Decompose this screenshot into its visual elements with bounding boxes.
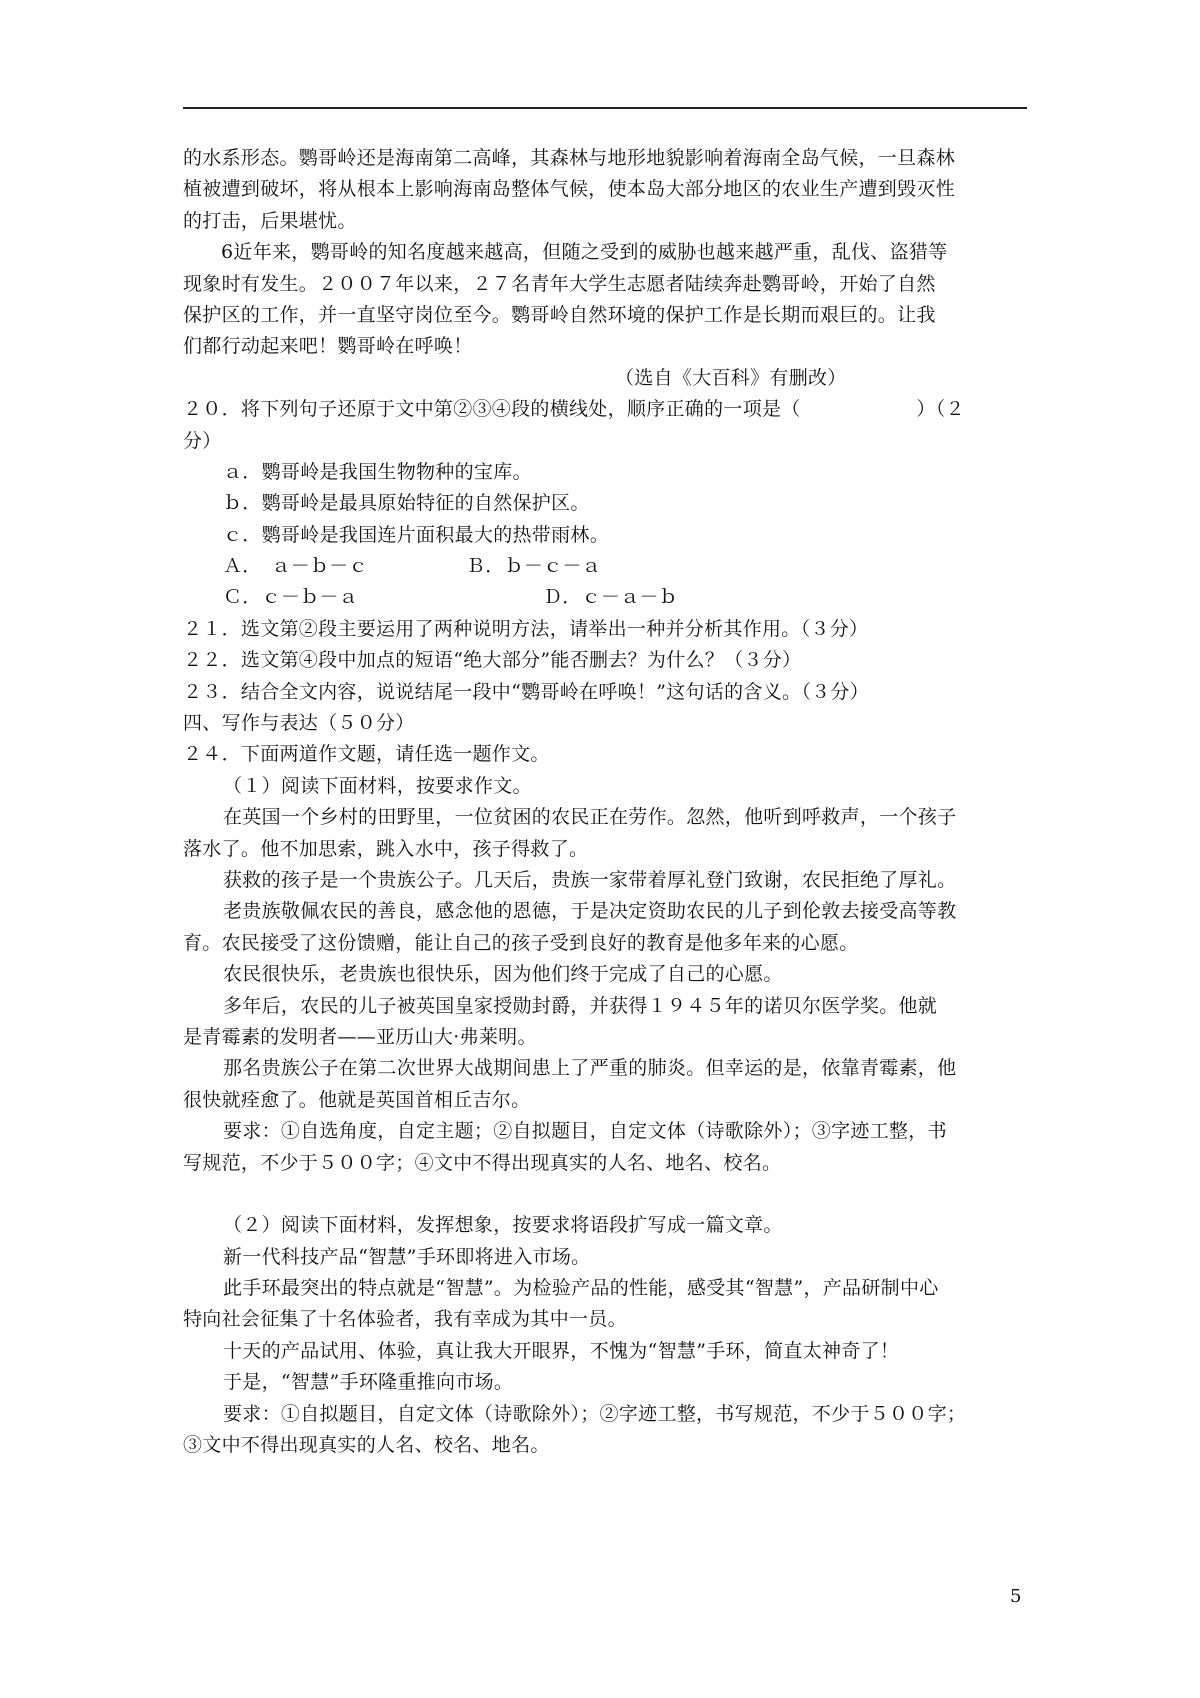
material-line: 此手环最突出的特点就是“智慧”。为检验产品的性能，感受其“智慧”，产品研制中心 — [223, 1277, 939, 1300]
paragraph-line: 保护区的工作，并一直坚守岗位至今。鹦哥岭自然环境的保护工作是长期而艰巨的。让我 — [183, 303, 936, 326]
page-number: 5 — [1010, 1586, 1022, 1607]
material-line: 获救的孩子是一个贵族公子。几天后，贵族一家带着厚礼登门致谢，农民拒绝了厚礼。 — [223, 868, 957, 891]
options-row-1 — [183, 551, 1033, 582]
question-20: ２０．将下列句子还原于文中第②③④段的横线处，顺序正确的一项是（ ）（２ — [183, 398, 965, 421]
paragraph-line: 植被遭到破坏，将从根本上影响海南岛整体气候，使本岛大部分地区的农业生产遭到毁灭性 — [183, 178, 956, 201]
material-line: 农民很快乐，老贵族也很快乐，因为他们终于完成了自己的心愿。 — [223, 963, 783, 986]
header-rule — [183, 107, 1027, 109]
prompt-2-heading: （２）阅读下面材料，发挥想象，按要求将语段扩写成一篇文章。 — [223, 1214, 783, 1237]
spacer — [183, 1179, 1033, 1210]
paragraph-line: 6近年来，鹦哥岭的知名度越来越高，但随之受到的威胁也越来越严重，乱伐、盗猎等 — [221, 241, 948, 264]
requirement-line: ③文中不得出现真实的人名、校名、地名。 — [183, 1434, 550, 1457]
requirement-line: 要求：①自选角度，自定主题；②自拟题目，自定文体（诗歌除外）；③字迹工整，书 — [223, 1120, 947, 1143]
material-line: 老贵族敬佩农民的善良，感念他的恩德，于是决定资助农民的儿子到伦敦去接受高等教 — [223, 900, 957, 923]
sentence-c: ｃ．鹦哥岭是我国连片面积最大的热带雨林。 — [223, 523, 610, 546]
material-line: 那名贵族公子在第二次世界大战期间患上了严重的肺炎。但幸运的是，依靠青霉素，他 — [223, 1057, 957, 1080]
option-a: Ａ． ａ－ｂ－ｃ — [223, 555, 368, 578]
material-line: 于是，“智慧”手环隆重推向市场。 — [223, 1371, 514, 1394]
material-line: 落水了。他不加思索，跳入水中，孩子得救了。 — [183, 837, 589, 860]
paragraph-line: 的水系形态。鹦哥岭还是海南第二高峰，其森林与地形地貌影响着海南全岛气候，一旦森林 — [183, 147, 956, 169]
options-row-2 — [183, 582, 1033, 613]
material-line: 新一代科技产品“智慧”手环即将进入市场。 — [223, 1245, 591, 1268]
material-line: 特向社会征集了十名体验者，我有幸成为其中一员。 — [183, 1308, 627, 1331]
document-body — [183, 143, 1033, 1461]
material-line: 多年后，农民的儿子被英国皇家授勋封爵，并获得１９４５年的诺贝尔医学奖。他就 — [223, 994, 938, 1017]
material-line: 十天的产品试用、体验，真让我大开眼界，不愧为“智慧”手环，简直太神奇了！ — [223, 1339, 900, 1362]
paragraph-line: 们都行动起来吧！鹦哥岭在呼唤！ — [183, 335, 473, 358]
sentence-a: ａ．鹦哥岭是我国生物物种的宝库。 — [223, 460, 532, 483]
sentence-b: ｂ．鹦哥岭是最具原始特征的自然保护区。 — [223, 492, 590, 515]
requirement-line: 要求：①自拟题目，自定文体（诗歌除外）；②字迹工整，书写规范，不少于５００字； — [223, 1402, 967, 1425]
question-24: ２４．下面两道作文题，请任选一题作文。 — [183, 743, 550, 766]
option-c: Ｃ．ｃ－ｂ－ａ — [223, 586, 359, 609]
material-line: 育。农民接受了这份馈赠，能让自己的孩子受到良好的教育是他多年来的心愿。 — [183, 931, 859, 954]
question-22: ２２．选文第④段中加点的短语“绝大部分”能否删去？为什么？（３分） — [183, 649, 802, 672]
question-23: ２３．结合全文内容，说说结尾一段中“鹦哥岭在呼唤！”这句话的含义。（３分） — [183, 680, 870, 703]
question-21: ２１．选文第②段主要运用了两种说明方法，请举出一种并分析其作用。（３分） — [183, 617, 869, 640]
paragraph-line: 的打击，后果堪忧。 — [183, 209, 357, 232]
source-citation: （选自《大百科》有删改） — [615, 366, 847, 389]
prompt-1-heading: （１）阅读下面材料，按要求作文。 — [223, 774, 532, 797]
paragraph-line: 现象时有发生。２００７年以来，２７名青年大学生志愿者陆续奔赴鹦哥岭，开始了自然 — [183, 272, 936, 295]
option-d: Ｄ．ｃ－ａ－ｂ — [543, 586, 679, 609]
material-line: 很快就痊愈了。他就是英国首相丘吉尔。 — [183, 1088, 531, 1111]
question-20-score: 分） — [183, 429, 222, 452]
material-line: 在英国一个乡村的田野里，一位贫困的农民正在劳作。忽然，他听到呼救声，一个孩子 — [223, 806, 957, 829]
option-b: Ｂ．ｂ－ｃ－ａ — [466, 555, 602, 578]
material-line: 是青霉素的发明者——亚历山大·弗莱明。 — [183, 1025, 537, 1048]
section-heading-writing: 四、写作与表达（５０分） — [183, 712, 415, 735]
requirement-line: 写规范，不少于５００字；④文中不得出现真实的人名、地名、校名。 — [183, 1151, 782, 1174]
